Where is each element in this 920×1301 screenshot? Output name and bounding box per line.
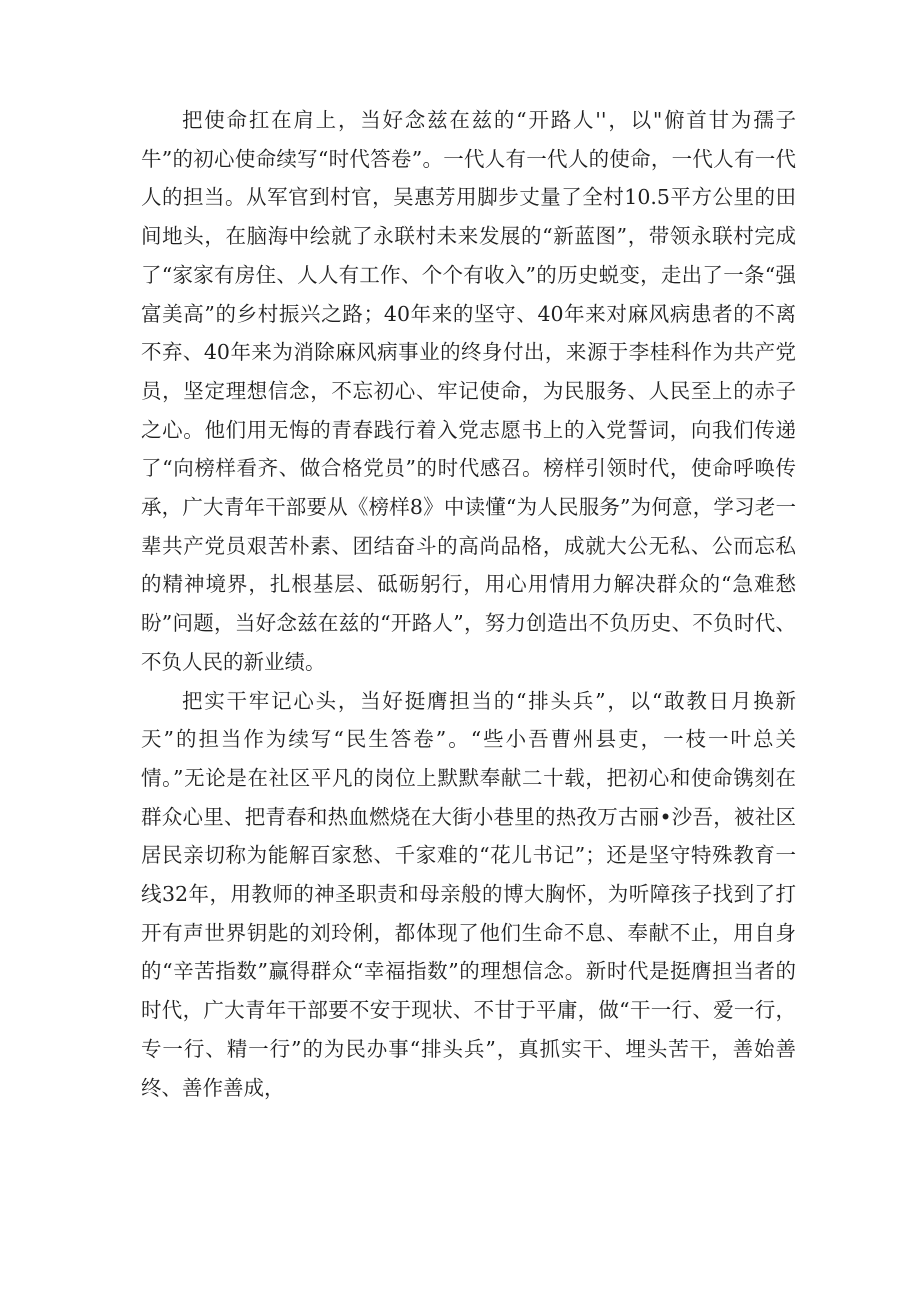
paragraph-1: 把使命扛在肩上，当好念兹在兹的“开路人''，以"俯首甘为孺子牛”的初心使命续写“时代答卷”。一代人有一代人的使命，一代人有一代人的担当。从军官到村官，吴惠芳用脚步丈量了全村10.5平方公里的田间地头，在脑海中绘就了永联村未来发展的“新蓝图”，带领永联村完成了“家家有房住、人人有工作、个个有收入”的历史蜕变，走出了一条“强富美高”的乡村振兴之路；40年来的坚守、40年来对麻风病患者的不离不弃、40年来为消除麻风病事业的终身付出，来源于李桂科作为共产党员，坚定理想信念，不忘初心、牢记使命，为民服务、人民至上的赤子之心。他们用无悔的青春践行着入党志愿书上的入党誓词，向我们传递了“向榜样看齐、做合格党员”的时代感召。榜样引领时代，使命呼唤传承，广大青年干部要从《榜样8》中读懂“为人民服务”为何意，学习老一辈共产党员艰苦朴素、团结奋斗的高尚品格，成就大公无私、公而忘私的精神境界，扎根基层、砥砺躬行，用心用情用力解决群众的“急难愁盼”问题，当好念兹在兹的“开路人”，努力创造出不负历史、不负时代、不负人民的新业绩。 xyxy=(141,108,796,674)
paragraph-2: 把实干牢记心头，当好挺膺担当的“排头兵”，以“敢教日月换新天”的担当作为续写“民生答卷”。“些小吾曹州县吏，一枝一叶总关情。”无论是在社区平凡的岗位上默默奉献二十载，把初心和使命镌刻在群众心里、把青春和热血燃烧在大街小巷里的热孜万古丽•沙吾，被社区居民亲切称为能解百家愁、千家难的“花儿书记”；还是坚守特殊教育一线32年，用教师的神圣职责和母亲般的博大胸怀，为听障孩子找到了打开有声世界钥匙的刘玲俐，都体现了他们生命不息、奉献不止，用自身的“辛苦指数”赢得群众“幸福指数”的理想信念。新时代是挺膺担当者的时代，广大青年干部要不安于现状、不甘于平庸，做“干一行、爱一行，专一行、精一行”的为民办事“排头兵”，真抓实干、埋头苦干，善始善终、善作善成， xyxy=(141,688,796,1100)
document-body xyxy=(141,101,796,1107)
